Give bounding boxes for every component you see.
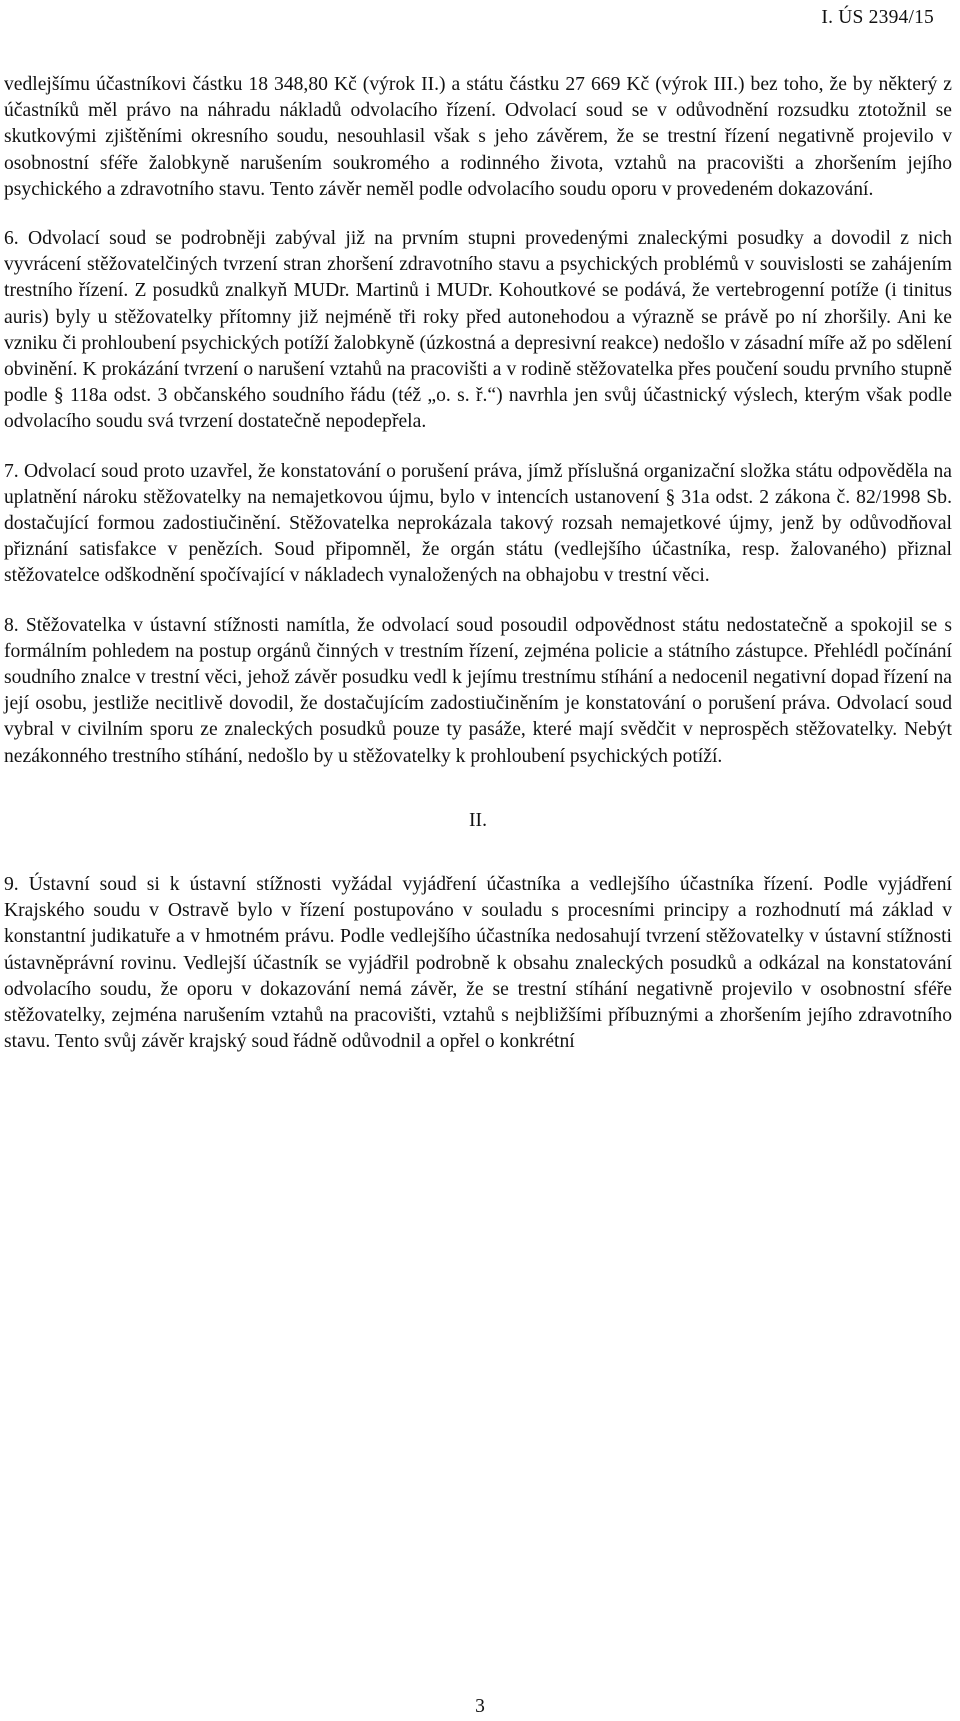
paragraph-6: 6. Odvolací soud se podrobněji zabýval již na prvním stupni provedenými znaleckými posudky a dovodil z nich vyvrácení stěžovatelčiných tvrzení stran zhoršení zdravotního stavu a psychických problémů v souvislosti se zahájením trestního řízení. Z posudků znalkyň MUDr. Martinů i MUDr. Kohoutkové se podává, že vertebrogenní potíže (i tinitus auris) byly u stěžovatelky přítomny již nejméně tři roky před autonehodou a výrazně se právě po ní zhoršily. Ani ke vzniku či prohloubení psychických potíží žalobkyně (úzkostná a depresivní reakce) nedošlo v zásadní míře až po sdělení obvinění. K prokázání tvrzení o narušení vztahů na pracovišti a v rodině stěžovatelka přes poučení soudu prvního stupně podle § 118a odst. 3 občanského soudního řádu (též „o. s. ř.“) navrhla jen svůj účastnický výslech, kterým však podle odvolacího soudu svá tvrzení dostatečně nepodepřela. — [4, 228, 952, 433]
paragraph-continuation: vedlejšímu účastníkovi částku 18 348,80 Kč (výrok II.) a státu částku 27 669 Kč (výrok III.) bez toho, že by některý z účastníků měl právo na náhradu nákladů odvolacího řízení. Odvolací soud se v odůvodnění rozsudku ztotožnil se skutkovými zjištěními okresního soudu, nesouhlasil však s jeho závěrem, že se trestní řízení negativně projevilo v osobnostní sféře žalobkyně narušením soukromého a rodinného života, vztahů na pracovišti a zhoršením jejího psychického a zdravotního stavu. Tento závěr neměl podle odvolacího soudu oporu v provedeném dokazování. — [4, 74, 952, 200]
section-heading: II. — [469, 809, 487, 831]
paragraph-7: 7. Odvolací soud proto uzavřel, že konstatování o porušení práva, jímž příslušná organizační složka státu odpověděla na uplatnění nároku stěžovatelky na nemajetkovou újmu, bylo v intencích ustanovení § 31a odst. 2 zákona č. 82/1998 Sb. dostačující formou zadostiučinění. Stěžovatelka neprokázala takový rozsah nemajetkové újmy, jenž by odůvodňoval přiznání satisfakce v penězích. Soud připomněl, že orgán státu (vedlejšího účastníka, resp. žalovaného) přiznal stěžovatelce odškodnění spočívající v nákladech vynaložených na obhajobu v trestní věci. — [4, 460, 952, 587]
paragraph-9: 9. Ústavní soud si k ústavní stížnosti vyžádal vyjádření účastníka a vedlejšího účastníka řízení. Podle vyjádření Krajského soudu v Ostravě bylo v řízení postupováno v souladu s procesními principy a rozhodnutí má základ v konstantní judikatuře a v hmotném právu. Podle vedlejšího účastníka nedosahují tvrzení stěžovatelky v ústavní stížnosti ústavněprávní rovinu. Vedlejší účastník se vyjádřil podrobně k obsahu znaleckých posudků a odkázal na konstatování odvolacího soudu, že oporu v dokazování nemá závěr, že se trestní stíhání negativně projevilo v osobnostní sféře stěžovatelky, zejména narušením vztahů na pracovišti, vztahů s nejbližšími příbuznými a zhoršením jejího zdravotního stavu. Tento svůj závěr krajský soud řádně odůvodnil a opřel o konkrétní — [4, 874, 952, 1053]
page-number: 3 — [475, 1696, 485, 1717]
case-number-header: I. ÚS 2394/15 — [821, 7, 934, 28]
document-body — [4, 72, 952, 1056]
paragraph-8: 8. Stěžovatelka v ústavní stížnosti namítla, že odvolací soud posoudil odpovědnost státu nedostatečně a spokojil se s formálním pohledem na postup orgánů činných v trestním řízení, zejména policie a státního zástupce. Přehlédl počínání soudního znalce v trestní věci, jehož závěr posudku vedl k jejímu trestnímu stíhání a nedocenil negativní dopad řízení na její osobu, jestliže necitlivě dovodil, že dostačujícím zadostiučiněním je konstatování o porušení práva. Odvolací soud vybral v civilním sporu ze znaleckých posudků pouze ty pasáže, které mají svědčit v neprospěch stěžovatelky. Nebýt nezákonného trestního stíhání, nedošlo by u stěžovatelky k prohloubení psychických potíží. — [4, 614, 952, 767]
